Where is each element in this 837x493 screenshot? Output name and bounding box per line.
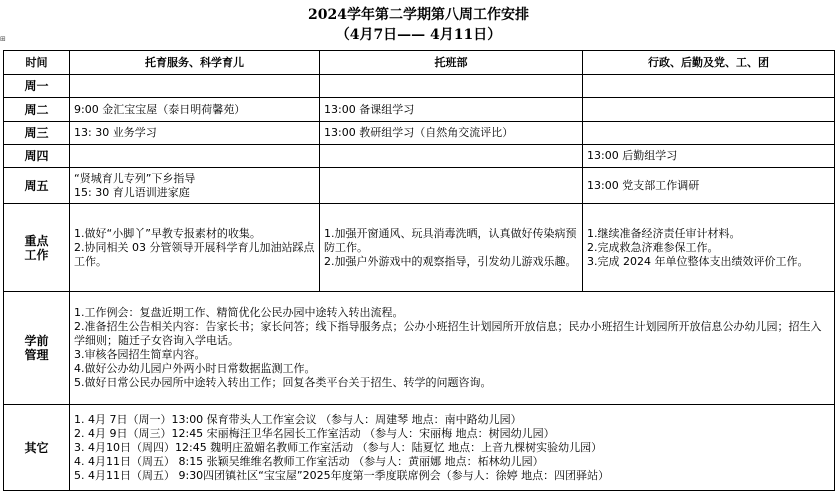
label-key-work	[4, 204, 70, 292]
cell-tue-childcare: 9:00 金汇宝宝屋（泰日明荷馨苑）	[70, 98, 320, 122]
row-monday	[4, 75, 835, 98]
key-nursery-item: 1.加强开窗通风、玩具消毒洗晒，认真做好传染病预防工作。	[324, 226, 577, 254]
preschool-item: 3.审核各园招生简章内容。	[74, 348, 206, 361]
fri-childcare-line-1: “贤城育儿专列”下乡指导	[74, 171, 196, 185]
cell-key-admin	[583, 204, 835, 292]
key-admin-item: 3.完成 2024 年单位整体支出绩效评价工作。	[587, 254, 809, 268]
cell-other-content	[70, 405, 835, 491]
key-nursery-item: 2.加强户外游戏中的观察指导，引发幼儿游戏乐趣。	[324, 254, 577, 268]
cell-key-nursery	[320, 204, 583, 292]
fri-childcare-line-2: 15: 30 育儿语训进家庭	[74, 185, 190, 199]
header-childcare: 托育服务、科学育儿	[70, 51, 320, 75]
cell-tue-admin	[583, 98, 835, 122]
page-title: 2024学年第二学期第八周工作安排	[308, 7, 529, 23]
label-preschool	[4, 292, 70, 405]
cell-fri-admin: 13:00 党支部工作调研	[583, 168, 835, 204]
cell-mon-childcare	[70, 75, 320, 98]
header-nursery: 托班部	[320, 51, 583, 75]
cell-thu-admin: 13:00 后勤组学习	[583, 145, 835, 168]
cell-fri-childcare	[70, 168, 320, 204]
table-handle-icon[interactable]: ⊞	[0, 35, 6, 43]
preschool-item: 4.做好公办幼儿园户外两小时日常数据监测工作。	[74, 362, 316, 375]
row-other	[4, 405, 835, 491]
label-wednesday: 周三	[4, 122, 70, 145]
schedule-table	[3, 50, 835, 491]
cell-preschool-content	[70, 292, 835, 405]
label-monday: 周一	[4, 75, 70, 98]
row-tuesday	[4, 98, 835, 122]
row-preschool	[4, 292, 835, 405]
key-work-label-line-1: 重点	[24, 233, 49, 248]
preschool-label-line-2: 管理	[24, 348, 49, 362]
preschool-item: 5.做好日常公民办园所中途转入转出工作；回复各类平台关于招生、转学的问题咨询。	[74, 376, 492, 389]
cell-key-childcare	[70, 204, 320, 292]
row-friday	[4, 168, 835, 204]
cell-thu-childcare	[70, 145, 320, 168]
header-admin: 行政、后勤及党、工、团	[583, 51, 835, 75]
label-thursday: 周四	[4, 145, 70, 168]
row-thursday	[4, 145, 835, 168]
cell-mon-admin	[583, 75, 835, 98]
header-time: 时间	[4, 51, 70, 75]
cell-tue-nursery: 13:00 备课组学习	[320, 98, 583, 122]
key-admin-item: 1.继续准备经济责任审计材料。	[587, 226, 741, 240]
other-item: 3. 4月10日（周四）12:45 魏明庄盈媚名教师工作室活动 （参与人：陆夏忆 地点：上音九棵树实验幼儿园）	[74, 440, 603, 454]
label-other: 其它	[4, 405, 70, 491]
label-tuesday: 周二	[4, 98, 70, 122]
cell-wed-childcare: 13: 30 业务学习	[70, 122, 320, 145]
key-childcare-item: 1.做好“小脚丫”早教专报素材的收集。	[74, 226, 261, 240]
other-item: 2. 4月 9日（周三）12:45 宋丽梅汪卫华名园长工作室活动 （参与人：宋丽梅 地点：树园幼儿园）	[74, 426, 555, 440]
key-admin-item: 2.完成救急济难参保工作。	[587, 240, 719, 254]
label-friday: 周五	[4, 168, 70, 204]
preschool-item: 1.工作例会：复盘近期工作、精简优化公民办园中途转入转出流程。	[74, 306, 404, 319]
row-key-work	[4, 204, 835, 292]
header-row	[4, 51, 835, 75]
other-item: 4. 4月11日（周五） 8:15 张颖吴维维名教师工作室活动 （参与人：黄丽娜 地点：柘林幼儿园）	[74, 454, 544, 468]
other-item: 5. 4月11日（周五） 9:30四团镇社区“宝宝屋”2025年度第一季度联席例会（参与人：徐婷 地点：四团驿站）	[74, 468, 610, 482]
cell-fri-nursery	[320, 168, 583, 204]
preschool-label-line-1: 学前	[24, 334, 49, 348]
date-range: （4月7日—— 4月11日）	[335, 27, 502, 43]
preschool-item: 2.准备招生公告相关内容：告家长书；家长问答；线下指导服务点；公办小班招生计划园所开放信息；民办小班招生计划园所开放信息公办幼儿园；招生入学细则；随迁子女咨询入学电话。	[74, 320, 822, 347]
key-childcare-item: 2.协同相关 03 分管领导开展科学育儿加油站踩点工作。	[74, 240, 315, 268]
cell-wed-nursery: 13:00 教研组学习（自然角交流评比）	[320, 122, 583, 145]
cell-wed-admin	[583, 122, 835, 145]
cell-mon-nursery	[320, 75, 583, 98]
row-wednesday	[4, 122, 835, 145]
key-work-label-line-2: 工作	[24, 247, 49, 262]
cell-thu-nursery	[320, 145, 583, 168]
other-item: 1. 4月 7日（周一）13:00 保育带头人工作室会议 （参与人：周建琴 地点：南中路幼儿园）	[74, 412, 522, 426]
